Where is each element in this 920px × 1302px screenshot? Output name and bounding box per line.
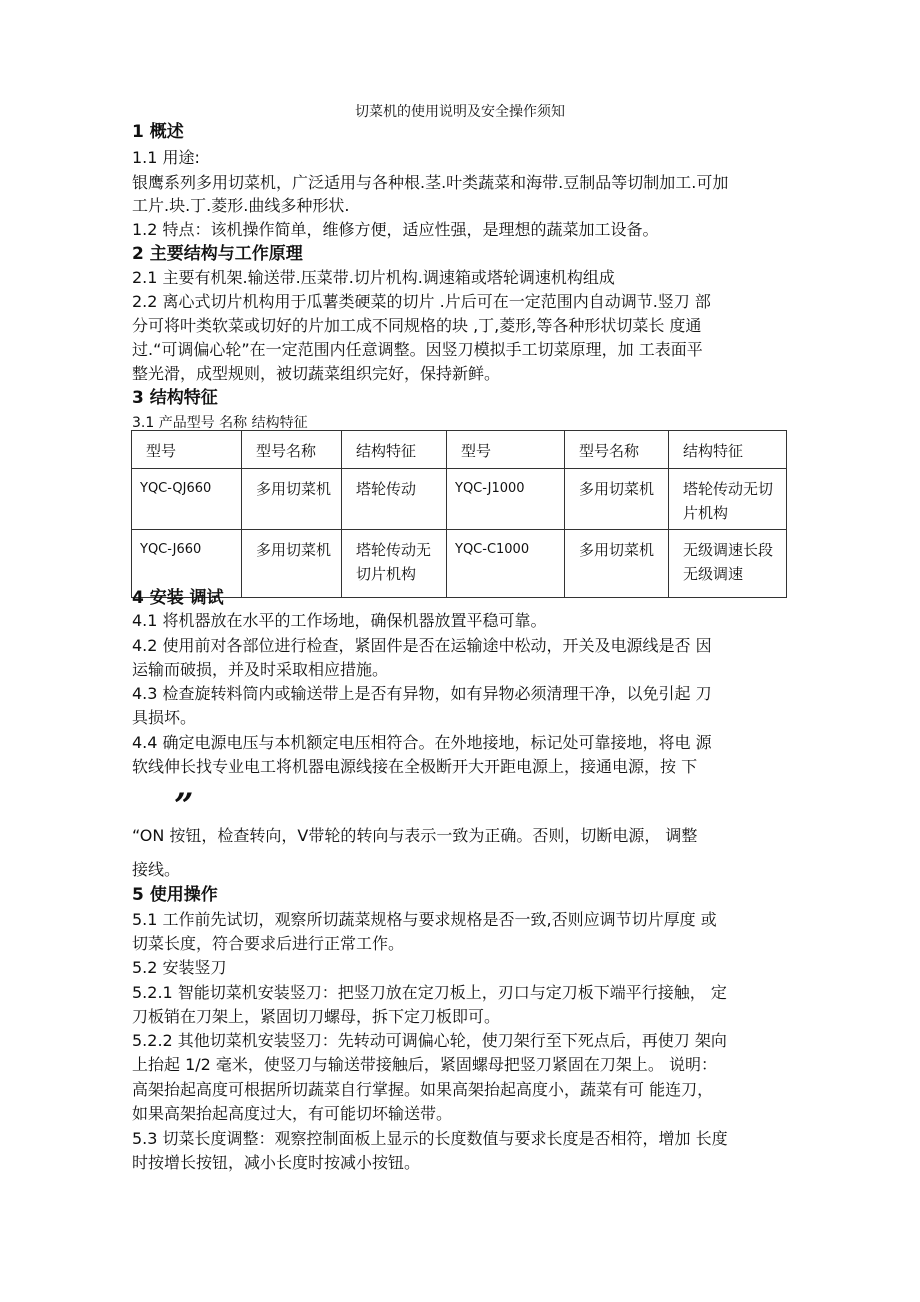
- table-cell: YQC-J660: [132, 530, 242, 598]
- header-cell: 型号: [447, 431, 565, 469]
- section-heading-5: 5 使用操作: [132, 885, 218, 905]
- table-cell: 多用切菜机: [565, 469, 669, 530]
- table-cell: YQC-J1000: [447, 469, 565, 530]
- document-title: 切菜机的使用说明及安全操作须知: [355, 104, 565, 120]
- table-cell: 多用切菜机: [242, 530, 342, 598]
- paragraph-line: 5.2.1 智能切菜机安装竖刀：把竖刀放在定刀板上，刃口与定刀板下端平行接触， 定: [132, 983, 727, 1002]
- table-cell: 塔轮传动: [342, 469, 447, 530]
- paragraph-line: 刀板销在刀架上，紧固切刀螺母，拆下定刀板即可。: [132, 1007, 501, 1026]
- product-spec-table: [131, 430, 787, 598]
- header-cell: 结构特征: [669, 431, 787, 469]
- paragraph-line: 2.1 主要有机架.输送带.压菜带.切片机构.调速箱或塔轮调速机构组成: [132, 268, 615, 287]
- paragraph-line: “ON 按钮，检查转向，V带轮的转向与表示一致为正确。否则，切断电源， 调整: [132, 826, 698, 845]
- paragraph-line: 5.3 切菜长度调整：观察控制面板上显示的长度数值与要求长度是否相符，增加 长度: [132, 1129, 728, 1148]
- paragraph-line: 5.1 工作前先试切，观察所切蔬菜规格与要求规格是否一致,否则应调节切片厚度 或: [132, 910, 717, 929]
- table-cell: 多用切菜机: [242, 469, 342, 530]
- section-heading-3: 3 结构特征: [132, 388, 218, 408]
- closing-quote-mark: ”: [174, 786, 194, 826]
- paragraph-line: 分可将叶类软菜或切好的片加工成不同规格的块 ,丁,菱形,等各种形状切菜长 度通: [132, 316, 702, 335]
- paragraph-line: 过.“可调偏心轮”在一定范围内任意调整。因竖刀模拟手工切菜原理，加 工表面平: [132, 340, 703, 359]
- table-caption: 3.1 产品型号 名称 结构特征: [132, 415, 308, 431]
- table-cell: 多用切菜机: [565, 530, 669, 598]
- header-cell: 型号: [132, 431, 242, 469]
- paragraph-line: 切菜长度，符合要求后进行正常工作。: [132, 934, 405, 953]
- paragraph-line: 2.2 离心式切片机构用于瓜薯类硬菜的切片 .片后可在一定范围内自动调节.竖刀 部: [132, 292, 711, 311]
- paragraph-line: 运输而破损，并及时采取相应措施。: [132, 660, 389, 679]
- paragraph-line: 5.2.2 其他切菜机安装竖刀：先转动可调偏心轮，使刀架行至下死点后，再使刀 架向: [132, 1031, 727, 1050]
- paragraph-line: 高架抬起高度可根据所切蔬菜自行掌握。如果高架抬起高度小，蔬菜有可 能连刀，: [132, 1080, 714, 1099]
- paragraph-line: 4.4 确定电源电压与本机额定电压相符合。在外地接地，标记处可靠接地，将电 源: [132, 733, 712, 752]
- table-header-row: [132, 431, 787, 469]
- section-heading-4: 4 安装 调试: [132, 588, 224, 608]
- table-cell: 塔轮传动无切片机构: [342, 530, 447, 598]
- table-cell: YQC-C1000: [447, 530, 565, 598]
- section-heading-2: 2 主要结构与工作原理: [132, 244, 303, 264]
- paragraph-line: 1.2 特点：该机操作简单，维修方便，适应性强，是理想的蔬菜加工设备。: [132, 220, 659, 239]
- paragraph-line: 5.2 安装竖刀: [132, 958, 227, 977]
- table-cell: 塔轮传动无切片机构: [669, 469, 787, 530]
- paragraph-line: 整光滑，成型规则，被切蔬菜组织完好，保持新鲜。: [132, 364, 501, 383]
- paragraph-line: 1.1 用途:: [132, 148, 200, 167]
- paragraph-line: 4.3 检查旋转料筒内或输送带上是否有异物，如有异物必须清理干净，以免引起 刀: [132, 684, 712, 703]
- header-cell: 结构特征: [342, 431, 447, 469]
- header-cell: 型号名称: [565, 431, 669, 469]
- paragraph-line: 软线伸长找专业电工将机器电源线接在全极断开大开距电源上，接通电源，按 下: [132, 757, 698, 776]
- table-cell: YQC-QJ660: [132, 469, 242, 530]
- paragraph-line: 工片.块.丁.菱形.曲线多种形状.: [132, 196, 350, 215]
- table-cell: 无级调速长段无级调速: [669, 530, 787, 598]
- paragraph-line: 上抬起 1/2 毫米，使竖刀与输送带接触后，紧固螺母把竖刀紧固在刀架上。 说明：: [132, 1055, 718, 1074]
- paragraph-line: 时按增长按钮，减小长度时按减小按钮。: [132, 1153, 421, 1172]
- paragraph-line: 具损坏。: [132, 708, 197, 727]
- paragraph-line: 4.2 使用前对各部位进行检查，紧固件是否在运输途中松动，开关及电源线是否 因: [132, 636, 712, 655]
- table-row: [132, 530, 787, 598]
- table-row: [132, 469, 787, 530]
- paragraph-line: 接线。: [132, 860, 181, 879]
- paragraph-line: 银鹰系列多用切菜机，广泛适用与各种根.茎.叶类蔬菜和海带.豆制品等切制加工.可加: [132, 173, 729, 192]
- paragraph-line: 4.1 将机器放在水平的工作场地，确保机器放置平稳可靠。: [132, 611, 547, 630]
- paragraph-line: 如果高架抬起高度过大，有可能切坏输送带。: [132, 1104, 453, 1123]
- section-heading-1: 1 概述: [132, 122, 184, 142]
- header-cell: 型号名称: [242, 431, 342, 469]
